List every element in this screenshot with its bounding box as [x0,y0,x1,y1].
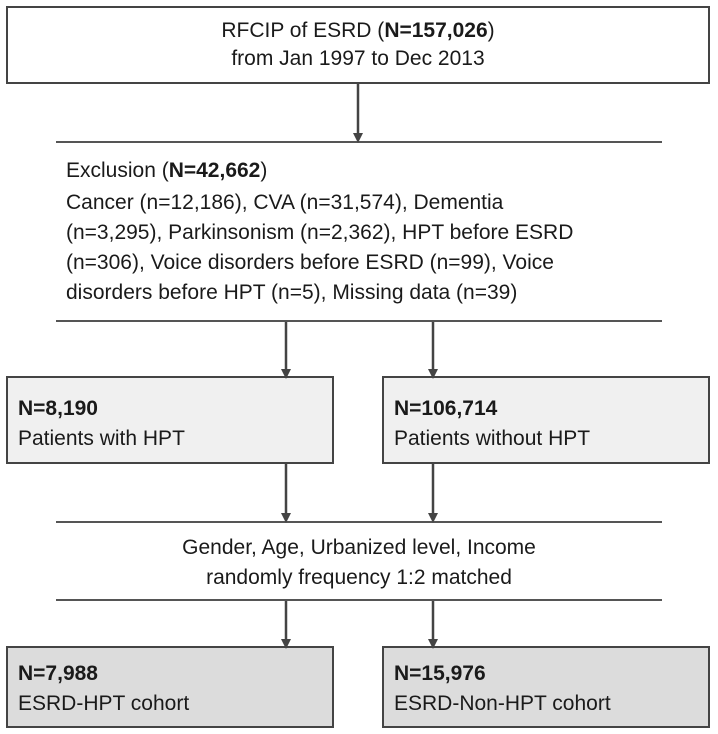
non-hpt-cohort-label: ESRD-Non-HPT cohort [394,692,611,715]
total-count: N=157,026 [384,19,488,42]
exclusion-title: Exclusion (N=42,662) [66,159,268,182]
exclusion-count: N=42,662 [168,159,261,182]
top-box-line2: from Jan 1997 to Dec 2013 [231,47,485,70]
hpt-label: Patients with HPT [18,427,185,450]
hpt-count: N=8,190 [18,397,98,420]
non-hpt-label: Patients without HPT [394,427,591,450]
exclusion-line-2: (n=3,295), Parkinsonism (n=2,362), HPT before ESRD [66,221,574,244]
hpt-cohort-label: ESRD-HPT cohort [18,692,190,715]
top-box-line1: RFCIP of ESRD (N=157,026) [221,19,495,42]
matching-line-1: Gender, Age, Urbanized level, Income [182,536,536,559]
non-hpt-count: N=106,714 [394,397,498,420]
exclusion-line-4: disorders before HPT (n=5), Missing data (n=39) [66,281,518,304]
hpt-cohort-count: N=7,988 [18,662,98,685]
matching-line-2: randomly frequency 1:2 matched [206,566,512,589]
non-hpt-cohort-count: N=15,976 [394,662,486,685]
exclusion-line-1: Cancer (n=12,186), CVA (n=31,574), Dementia [66,191,504,214]
exclusion-line-3: (n=306), Voice disorders before ESRD (n=99), Voice [66,251,554,274]
